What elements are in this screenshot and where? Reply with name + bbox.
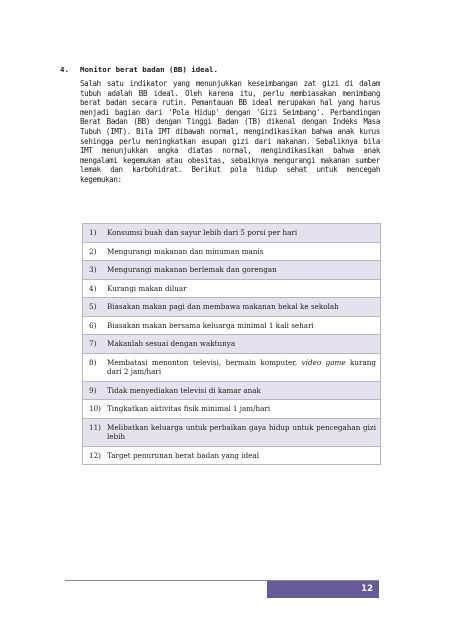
list-item [83, 381, 380, 400]
list-item [83, 260, 380, 279]
list-item [83, 316, 380, 335]
body-paragraph: Salah satu indikator yang menunjukkan keseimbangan zat gizi di dalam tubuh adalah BB ideal. Oleh karena itu, perlu membiasakan menimbang berat badan secara rutin. Pemantauan BB ideal merupakan hal yang harus menjadi bagian dari 'Pola Hidup' dengan 'Gizi Seimbang'. Perbandingan Berat Badan (BB) dengan Tinggi Badan (TB) dikenal dengan Indeks Masa Tubuh (IMT). Bila IMT dibawah normal, mengindikasikan bahwa anak kurus sehingga perlu meningkatkan asupan gizi dari makanan. Sebaliknya bila IMT menunjukkan angka diatas normal, mengindikasikan bahwa anak mengalami kegemukan atau obesitas, sebaiknya mengurangi makanan sumber lemak dan karbohidrat. Berikut pola hidup sehat untuk mencegah kegemukan: [80, 79, 380, 184]
list-item [83, 242, 380, 261]
list-item-number: 6) [89, 320, 97, 330]
section-number: 4. [60, 65, 69, 74]
list-item [83, 399, 380, 418]
list-item-number: 4) [89, 283, 97, 293]
list-item-text: Tingkatkan aktivitas fisik minimal 1 jam/hari [107, 404, 271, 413]
list-item-number: 5) [89, 302, 97, 311]
list-item-number: 7) [89, 339, 97, 348]
list-item-number: 9) [89, 385, 97, 395]
list-item-number: 11) [89, 422, 101, 432]
list-item [83, 279, 380, 298]
list-item-number: 2) [89, 246, 97, 256]
list-item [83, 418, 380, 446]
list-item [83, 353, 380, 381]
list-item-number: 3) [89, 265, 97, 274]
list-item [83, 297, 380, 316]
list-item-text: Tidak menyediakan televisi di kamar anak [107, 385, 261, 395]
list-item-text: Konsumsi buah dan sayur lebih dari 5 porsi per hari [107, 228, 298, 237]
list-item-number: 8) [89, 357, 97, 367]
list-item-text: Mengurangi makanan dan minuman manis [107, 246, 264, 256]
section-heading [60, 64, 380, 75]
list-item [83, 224, 380, 242]
page-number-box [267, 581, 379, 598]
section-title: Monitor berat badan (BB) ideal. [80, 65, 218, 74]
list-item-text-start: Membatasi menonton televisi, bermain komputer, [107, 357, 302, 367]
list-item-text [107, 358, 376, 377]
list-item-number: 1) [89, 228, 97, 237]
list-item-text: Mengurangi makanan berlemak dan gorengan [107, 265, 277, 274]
page-number: 12 [361, 584, 373, 594]
list-item-text: Kurangi makan diluar [107, 283, 187, 293]
list-item-text: Biasakan makan bersama keluarga minimal 1 kali sehari [107, 320, 314, 330]
list-item-number: 10) [89, 404, 101, 413]
list-item [83, 446, 380, 465]
list-item-text-end: kurang dari 2 jam/hari [107, 357, 376, 376]
list-item-text: Target penurunan berat badan yang ideal [107, 450, 260, 460]
list-item-number: 12) [89, 450, 101, 460]
list-item-text: Melibatkan keluarga untuk perbaikan gaya hidup untuk pencegahan gizi lebih [107, 422, 376, 441]
list-item-text-italic: video game [301, 357, 346, 367]
list-item [83, 334, 380, 353]
list-item-text: Makanlah sesuai dengan waktunya [107, 339, 236, 348]
list-item-text: Biasakan makan pagi dan membawa makanan bekal ke sekolah [107, 302, 339, 311]
healthy-lifestyle-list [82, 223, 381, 465]
